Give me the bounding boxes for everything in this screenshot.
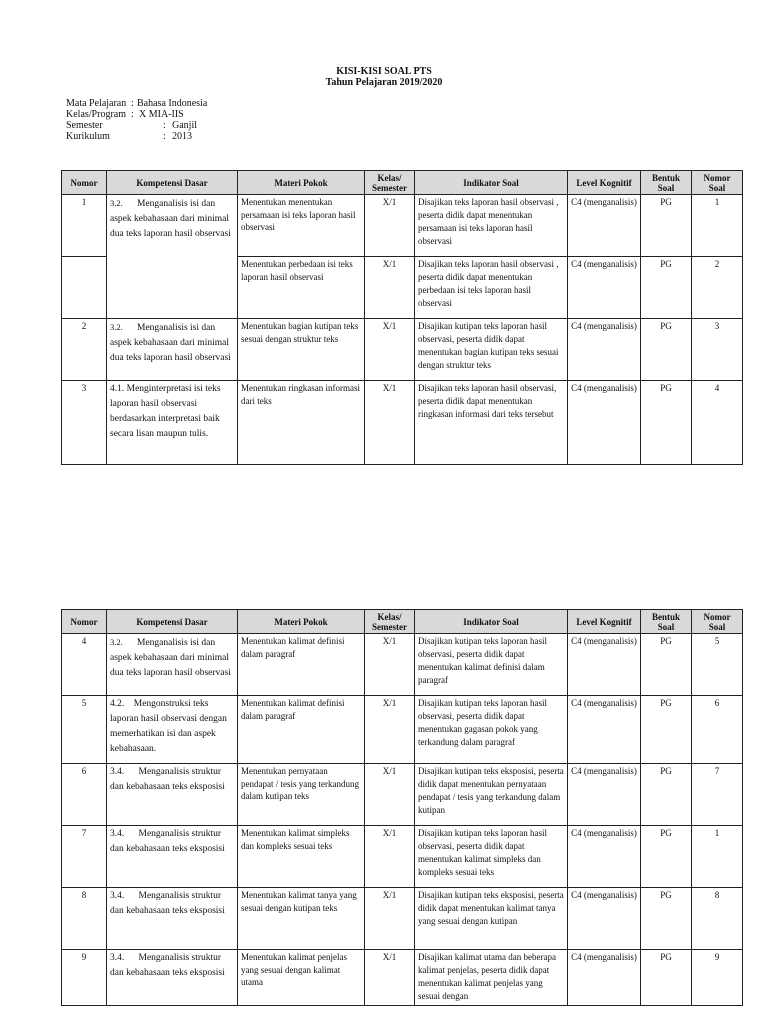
cell-level: C4 (menganalisis)	[568, 888, 641, 950]
cell-kelas: X/1	[365, 257, 415, 319]
cell-kompetensi-dasar: 3.2. Menganalisis isi dan aspek kebahasaan dari minimal dua teks laporan hasil observasi	[107, 195, 238, 319]
header-kelas-semester: Kelas/ Semester	[365, 610, 415, 634]
cell-materi-pokok: Menentukan menentukan persamaan isi teks laporan hasil observasi	[238, 195, 365, 257]
table-row	[62, 764, 743, 826]
info-value: 2013	[172, 131, 192, 142]
table-row	[62, 319, 743, 381]
document-subtitle: Tahun Pelajaran 2019/2020	[325, 77, 443, 88]
cell-indikator: Disajikan kutipan teks laporan hasil observasi, peserta didik dapat menentukan kalimat definisi dalam paragraf	[415, 634, 568, 696]
cell-nomor-soal: 4	[692, 381, 743, 465]
cell-nomor-soal: 8	[692, 888, 743, 950]
info-label: Semester	[66, 120, 103, 131]
header-indikator-soal: Indikator Soal	[415, 171, 568, 195]
cell-nomor: 9	[62, 950, 107, 1006]
info-value: Bahasa Indonesia	[137, 98, 208, 109]
cell-level: C4 (menganalisis)	[568, 381, 641, 465]
cell-kelas: X/1	[365, 826, 415, 888]
table-header-row	[62, 610, 743, 634]
cell-kompetensi-dasar: 3.4. Menganalisis struktur dan kebahasaan teks eksposisi	[107, 826, 238, 888]
cell-nomor-soal: 2	[692, 257, 743, 319]
info-value: Ganjil	[172, 120, 197, 131]
table-row	[62, 826, 743, 888]
table-row	[62, 381, 743, 465]
cell-kelas: X/1	[365, 950, 415, 1006]
cell-nomor: 1	[62, 195, 107, 257]
header-kelas-semester: Kelas/ Semester	[365, 171, 415, 195]
header-materi-pokok: Materi Pokok	[238, 610, 365, 634]
cell-kompetensi-dasar: 3.4. Menganalisis struktur dan kebahasaan teks eksposisi	[107, 950, 238, 1006]
cell-nomor-soal: 1	[692, 195, 743, 257]
cell-kompetensi-dasar: 4.2. Mengonstruksi teks laporan hasil observasi dengan memerhatikan isi dan aspek kebahasaan.	[107, 696, 238, 764]
table-header-row	[62, 171, 743, 195]
cell-materi-pokok: Menentukan pernyataan pendapat / tesis yang terkandung dalam kutipan teks	[238, 764, 365, 826]
cell-nomor: 5	[62, 696, 107, 764]
cell-nomor: 6	[62, 764, 107, 826]
table-row	[62, 888, 743, 950]
info-sep: :	[163, 131, 166, 142]
cell-kompetensi-dasar: 3.4. Menganalisis struktur dan kebahasaan teks eksposisi	[107, 764, 238, 826]
cell-nomor-soal: 9	[692, 950, 743, 1006]
header-level-kognitif: Level Kognitif	[568, 171, 641, 195]
cell-materi-pokok: Menentukan kalimat definisi dalam paragraf	[238, 634, 365, 696]
cell-kelas: X/1	[365, 634, 415, 696]
cell-materi-pokok: Menentukan perbedaan isi teks laporan hasil observasi	[238, 257, 365, 319]
cell-kelas: X/1	[365, 696, 415, 764]
cell-nomor	[62, 257, 107, 319]
document-title: KISI-KISI SOAL PTS	[336, 66, 432, 77]
cell-indikator: Disajikan kutipan teks laporan hasil observasi, peserta didik dapat menentukan kalimat simpleks dan kompleks sesuai teks	[415, 826, 568, 888]
cell-nomor-soal: 1	[692, 826, 743, 888]
cell-materi-pokok: Menentukan kalimat tanya yang sesuai dengan kutipan teks	[238, 888, 365, 950]
cell-bentuk: PG	[641, 826, 692, 888]
cell-bentuk: PG	[641, 257, 692, 319]
cell-indikator: Disajikan teks laporan hasil observasi , peserta didik dapat menentukan persamaan isi teks laporan hasil observasi	[415, 195, 568, 257]
cell-nomor: 7	[62, 826, 107, 888]
cell-level: C4 (menganalisis)	[568, 195, 641, 257]
cell-nomor-soal: 3	[692, 319, 743, 381]
cell-materi-pokok: Menentukan kalimat definisi dalam paragraf	[238, 696, 365, 764]
header-kompetensi-dasar: Kompetensi Dasar	[107, 171, 238, 195]
cell-kompetensi-dasar: 3.2. Menganalisis isi dan aspek kebahasaan dari minimal dua teks laporan hasil observasi	[107, 319, 238, 381]
header-nomor: Nomor	[62, 171, 107, 195]
info-label: Mata Pelajaran	[66, 98, 127, 109]
cell-indikator: Disajikan teks laporan hasil observasi , peserta didik dapat menentukan perbedaan isi teks laporan hasil observasi	[415, 257, 568, 319]
header-bentuk-soal: Bentuk Soal	[641, 171, 692, 195]
cell-level: C4 (menganalisis)	[568, 950, 641, 1006]
cell-bentuk: PG	[641, 195, 692, 257]
header-kompetensi-dasar: Kompetensi Dasar	[107, 610, 238, 634]
info-value: X MIA-IIS	[139, 109, 184, 120]
cell-nomor-soal: 5	[692, 634, 743, 696]
cell-indikator: Disajikan kutipan teks laporan hasil observasi, peserta didik dapat menentukan bagian kutipan teks sesuai dengan struktur teks	[415, 319, 568, 381]
cell-kelas: X/1	[365, 888, 415, 950]
cell-bentuk: PG	[641, 381, 692, 465]
cell-nomor: 3	[62, 381, 107, 465]
cell-level: C4 (menganalisis)	[568, 696, 641, 764]
info-sep: :	[131, 109, 134, 120]
cell-indikator: Disajikan kutipan teks eksposisi, peserta didik dapat menentukan pernyataan pendapat / tesis yang terkandung dalam kutipan	[415, 764, 568, 826]
cell-level: C4 (menganalisis)	[568, 257, 641, 319]
cell-indikator: Disajikan kutipan teks laporan hasil observasi, peserta didik dapat menentukan gagasan pokok yang terkandung dalam paragraf	[415, 696, 568, 764]
cell-bentuk: PG	[641, 696, 692, 764]
cell-kelas: X/1	[365, 319, 415, 381]
cell-bentuk: PG	[641, 319, 692, 381]
cell-level: C4 (menganalisis)	[568, 634, 641, 696]
header-nomor: Nomor	[62, 610, 107, 634]
cell-materi-pokok: Menentukan kalimat penjelas yang sesuai dengan kalimat utama	[238, 950, 365, 1006]
cell-materi-pokok: Menentukan bagian kutipan teks sesuai dengan struktur teks	[238, 319, 365, 381]
cell-materi-pokok: Menentukan kalimat simpleks dan kompleks sesuai teks	[238, 826, 365, 888]
cell-bentuk: PG	[641, 764, 692, 826]
cell-indikator: Disajikan kutipan teks eksposisi, peserta didik dapat menentukan kalimat tanya yang sesuai dengan kutipan	[415, 888, 568, 950]
cell-level: C4 (menganalisis)	[568, 764, 641, 826]
header-nomor-soal: Nomor Soal	[692, 171, 743, 195]
header-indikator-soal: Indikator Soal	[415, 610, 568, 634]
header-bentuk-soal: Bentuk Soal	[641, 610, 692, 634]
cell-nomor: 2	[62, 319, 107, 381]
cell-kompetensi-dasar: 4.1. Menginterpretasi isi teks laporan hasil observasi berdasarkan interpretasi baik secara lisan maupun tulis.	[107, 381, 238, 465]
cell-kompetensi-dasar: 3.2. Menganalisis isi dan aspek kebahasaan dari minimal dua teks laporan hasil observasi	[107, 634, 238, 696]
cell-nomor: 8	[62, 888, 107, 950]
cell-kelas: X/1	[365, 764, 415, 826]
kisi-table-1	[61, 170, 743, 465]
cell-bentuk: PG	[641, 634, 692, 696]
cell-level: C4 (menganalisis)	[568, 826, 641, 888]
kisi-table-2	[61, 609, 743, 1006]
table-row	[62, 950, 743, 1006]
cell-bentuk: PG	[641, 888, 692, 950]
info-sep: :	[163, 120, 166, 131]
cell-nomor-soal: 6	[692, 696, 743, 764]
cell-bentuk: PG	[641, 950, 692, 1006]
info-sep: :	[131, 98, 134, 109]
cell-materi-pokok: Menentukan ringkasan informasi dari teks	[238, 381, 365, 465]
table-row	[62, 696, 743, 764]
cell-kelas: X/1	[365, 195, 415, 257]
cell-indikator: Disajikan teks laporan hasil observasi, peserta didik dapat menentukan ringkasan informasi dari teks tersebut	[415, 381, 568, 465]
table-row	[62, 195, 743, 257]
cell-level: C4 (menganalisis)	[568, 319, 641, 381]
table-row	[62, 634, 743, 696]
header-materi-pokok: Materi Pokok	[238, 171, 365, 195]
info-label: Kurikulum	[66, 131, 110, 142]
cell-kelas: X/1	[365, 381, 415, 465]
info-label: Kelas/Program	[66, 109, 126, 120]
cell-kompetensi-dasar: 3.4. Menganalisis struktur dan kebahasaan teks eksposisi	[107, 888, 238, 950]
header-nomor-soal: Nomor Soal	[692, 610, 743, 634]
cell-nomor-soal: 7	[692, 764, 743, 826]
cell-nomor: 4	[62, 634, 107, 696]
header-level-kognitif: Level Kognitif	[568, 610, 641, 634]
cell-indikator: Disajikan kalimat utama dan beberapa kalimat penjelas, peserta didik dapat menentukan kalimat penjelas yang sesuai dengan	[415, 950, 568, 1006]
